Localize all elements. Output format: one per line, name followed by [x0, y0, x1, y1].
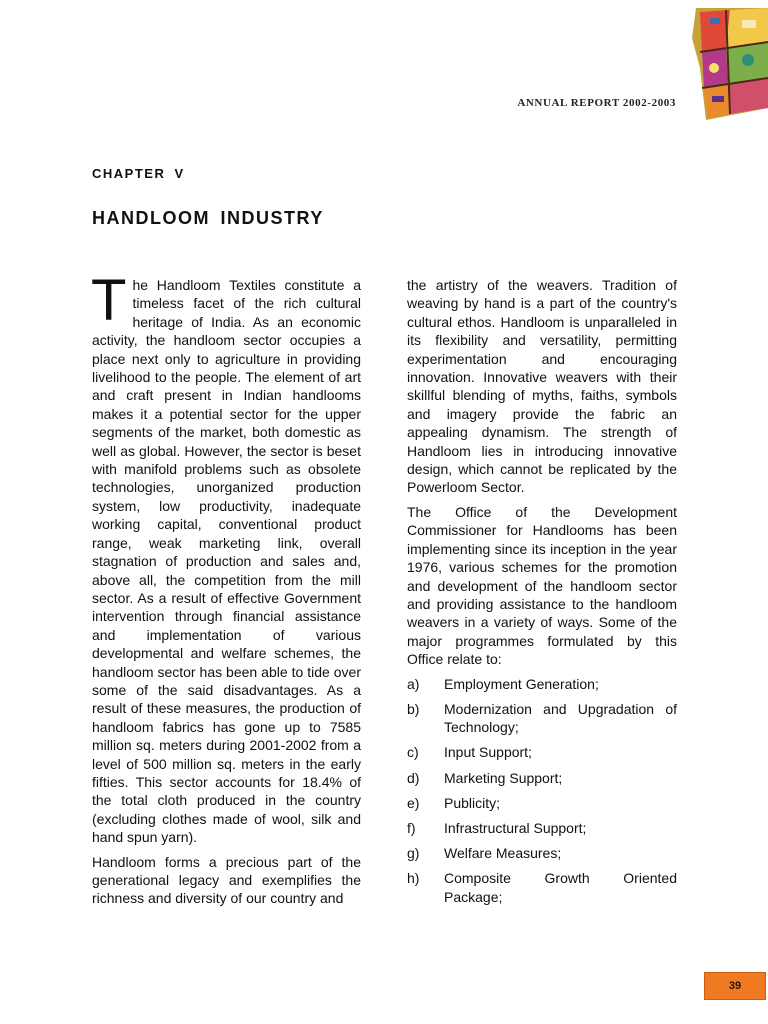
list-item-text: Marketing Support; [444, 769, 563, 786]
list-item [407, 700, 677, 737]
list-item-text: Infrastructural Support; [444, 819, 587, 836]
list-item-text: Employment Generation; [444, 675, 599, 692]
list-item-label: g) [407, 845, 420, 862]
list-item-label: d) [407, 769, 420, 786]
paragraph: The Office of the Development Commissioner for Handlooms has been implementing since its inception in the year 1976, various schemes for the promotion and development of the handloom sector and providing assistance to the handloom weavers in a variety of ways. Some of the major programmes formulated by this Office relate to: [407, 503, 677, 668]
list-item-label: b) [407, 700, 420, 717]
paragraph: the artistry of the weavers. Tradition of weaving by hand is a part of the country's cultural ethos. Handloom is unparalleled in its flexibility and versatility, permitting experimentation and encouraging innovation. Innovative weavers with their skillful blending of myths, faiths, symbols and imagery provide the fabric an appealing dynamism. The strength of Handloom lies in introducing innovative design, which cannot be replicated by the Powerloom Sector. [407, 277, 677, 496]
list-item [407, 794, 677, 812]
list-item-text: Composite Growth Oriented Package; [444, 870, 677, 905]
list-item [407, 844, 677, 862]
list-item-text: Modernization and Upgradation of Technology; [444, 700, 677, 736]
list-item [407, 675, 677, 693]
list-item-label: e) [407, 794, 420, 811]
list-item [407, 819, 677, 837]
left-column [91, 268, 361, 914]
list-item-label: h) [407, 870, 420, 887]
fabric-swatch-graphic [690, 8, 768, 120]
paragraph: Handloom forms a precious part of the generational legacy and exemplifies the richness and diversity of our country and [92, 853, 361, 907]
list-item-label: c) [407, 744, 419, 761]
list-item-text: Welfare Measures; [444, 845, 562, 862]
programme-list [407, 675, 677, 907]
list-item-label: f) [407, 819, 416, 836]
paragraph-text: he Handloom Textiles constitute a timeless facet of the rich cultural heritage of India. As an economic activity, the handloom sector occupies a place next only to agriculture in providing livelihood to the people. The element of art and craft present in Indian handlooms makes it a potential sector for the upper segments of the market, both domestic as well as global. However, the sector is beset with manifold problems such as obsolete technologies, unorganized production system, low productivity, inadequate working capital, conventional product range, weak marketing link, overall stagnation of production and sales and, above all, the competition from the mill sector. As a result of effective Government intervention through financial assistance and implementation of various developmental and welfare schemes, the handloom sector has been able to tide over some of the said disadvantages. As a result of these measures, the production of handloom fabrics has gone up to 7585 million sq. meters during 2001-2002 from a level of 500 million sq. meters in the early fifties. This sector accounts for 18.4% of the total cloth produced in the country (excluding clothes made of wool, silk and hand spun yarn). [92, 277, 361, 846]
chapter-label: CHAPTER V [92, 166, 185, 181]
list-item-text: Input Support; [444, 744, 532, 761]
fabric-corner-image [690, 8, 768, 120]
intro-paragraph [91, 268, 361, 847]
drop-cap: T [91, 268, 127, 333]
list-item [407, 743, 677, 761]
list-item-text: Publicity; [444, 794, 501, 811]
list-item [407, 769, 677, 787]
page-number: 39 [704, 972, 766, 1000]
report-title: ANNUAL REPORT 2002-2003 [517, 97, 676, 109]
list-item-label: a) [407, 675, 420, 692]
list-item [407, 869, 677, 906]
page-title: HANDLOOM INDUSTRY [92, 208, 324, 228]
right-column [407, 276, 677, 913]
